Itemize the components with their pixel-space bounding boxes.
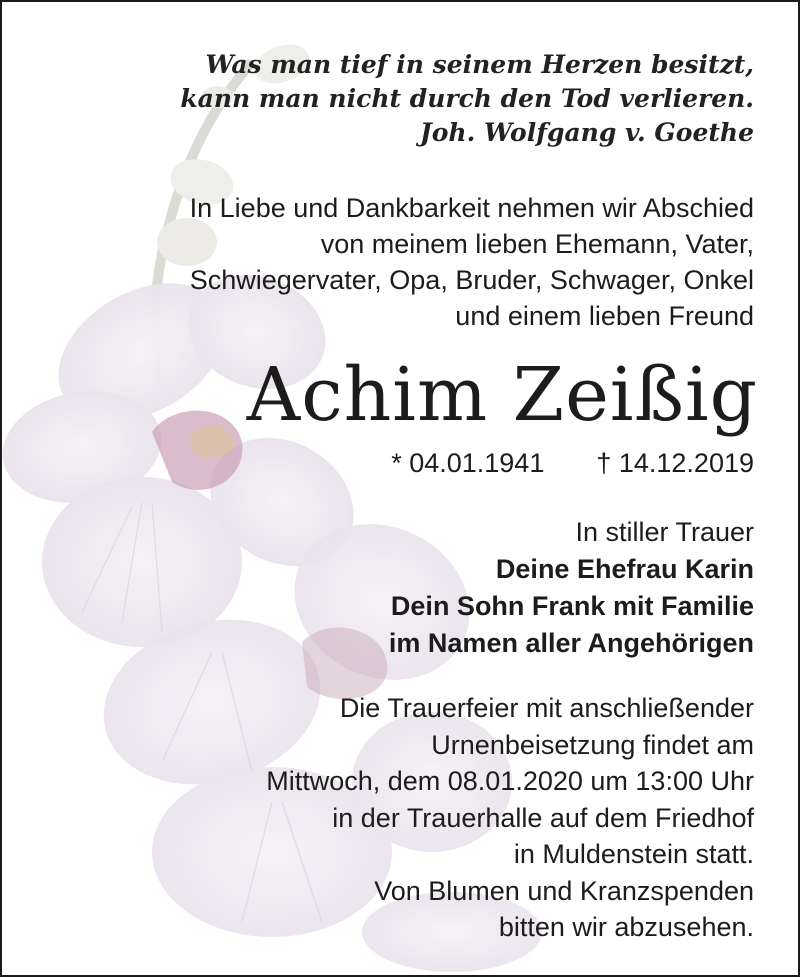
- deceased-name: Achim Zeißig: [246, 352, 758, 438]
- farewell-intro: [190, 190, 754, 334]
- funeral-line: Von Blumen und Kranzspenden: [374, 875, 754, 906]
- intro-line: In Liebe und Dankbarkeit nehmen wir Abschied: [189, 193, 754, 223]
- funeral-line: in Muldenstein statt.: [513, 839, 754, 869]
- birth-date: * 04.01.1941: [391, 448, 545, 478]
- death-date: † 14.12.2019: [596, 448, 754, 478]
- life-dates: [391, 446, 754, 480]
- funeral-line: Mittwoch, dem 08.01.2020 um 13:00 Uhr: [266, 766, 754, 796]
- goethe-quote: [180, 48, 754, 150]
- funeral-line: bitten wir abzusehen.: [498, 912, 754, 942]
- funeral-line: Urnenbeisetzung findet am: [431, 729, 754, 760]
- funeral-info: [266, 690, 754, 946]
- mourners-block: [389, 514, 754, 662]
- quote-line: kann man nicht durch den Tod verlieren.: [180, 84, 754, 113]
- mourner-line: Dein Sohn Frank mit Familie: [390, 591, 754, 621]
- intro-line: von meinem lieben Ehemann, Vater,: [320, 229, 754, 259]
- intro-line: und einem lieben Freund: [455, 301, 754, 331]
- quote-line: Was man tief in seinem Herzen besitzt,: [205, 50, 754, 79]
- mourner-line: Deine Ehefrau Karin: [495, 554, 754, 584]
- intro-line: Schwiegervater, Opa, Bruder, Schwager, Onkel: [189, 265, 754, 295]
- funeral-line: in der Trauerhalle auf dem Friedhof: [332, 802, 754, 833]
- funeral-line: Die Trauerfeier mit anschließender: [339, 693, 754, 723]
- mourner-line: im Namen aller Angehörigen: [388, 628, 754, 658]
- quote-author: Joh. Wolfgang v. Goethe: [419, 118, 754, 147]
- mourners-heading: In stiller Trauer: [575, 517, 754, 547]
